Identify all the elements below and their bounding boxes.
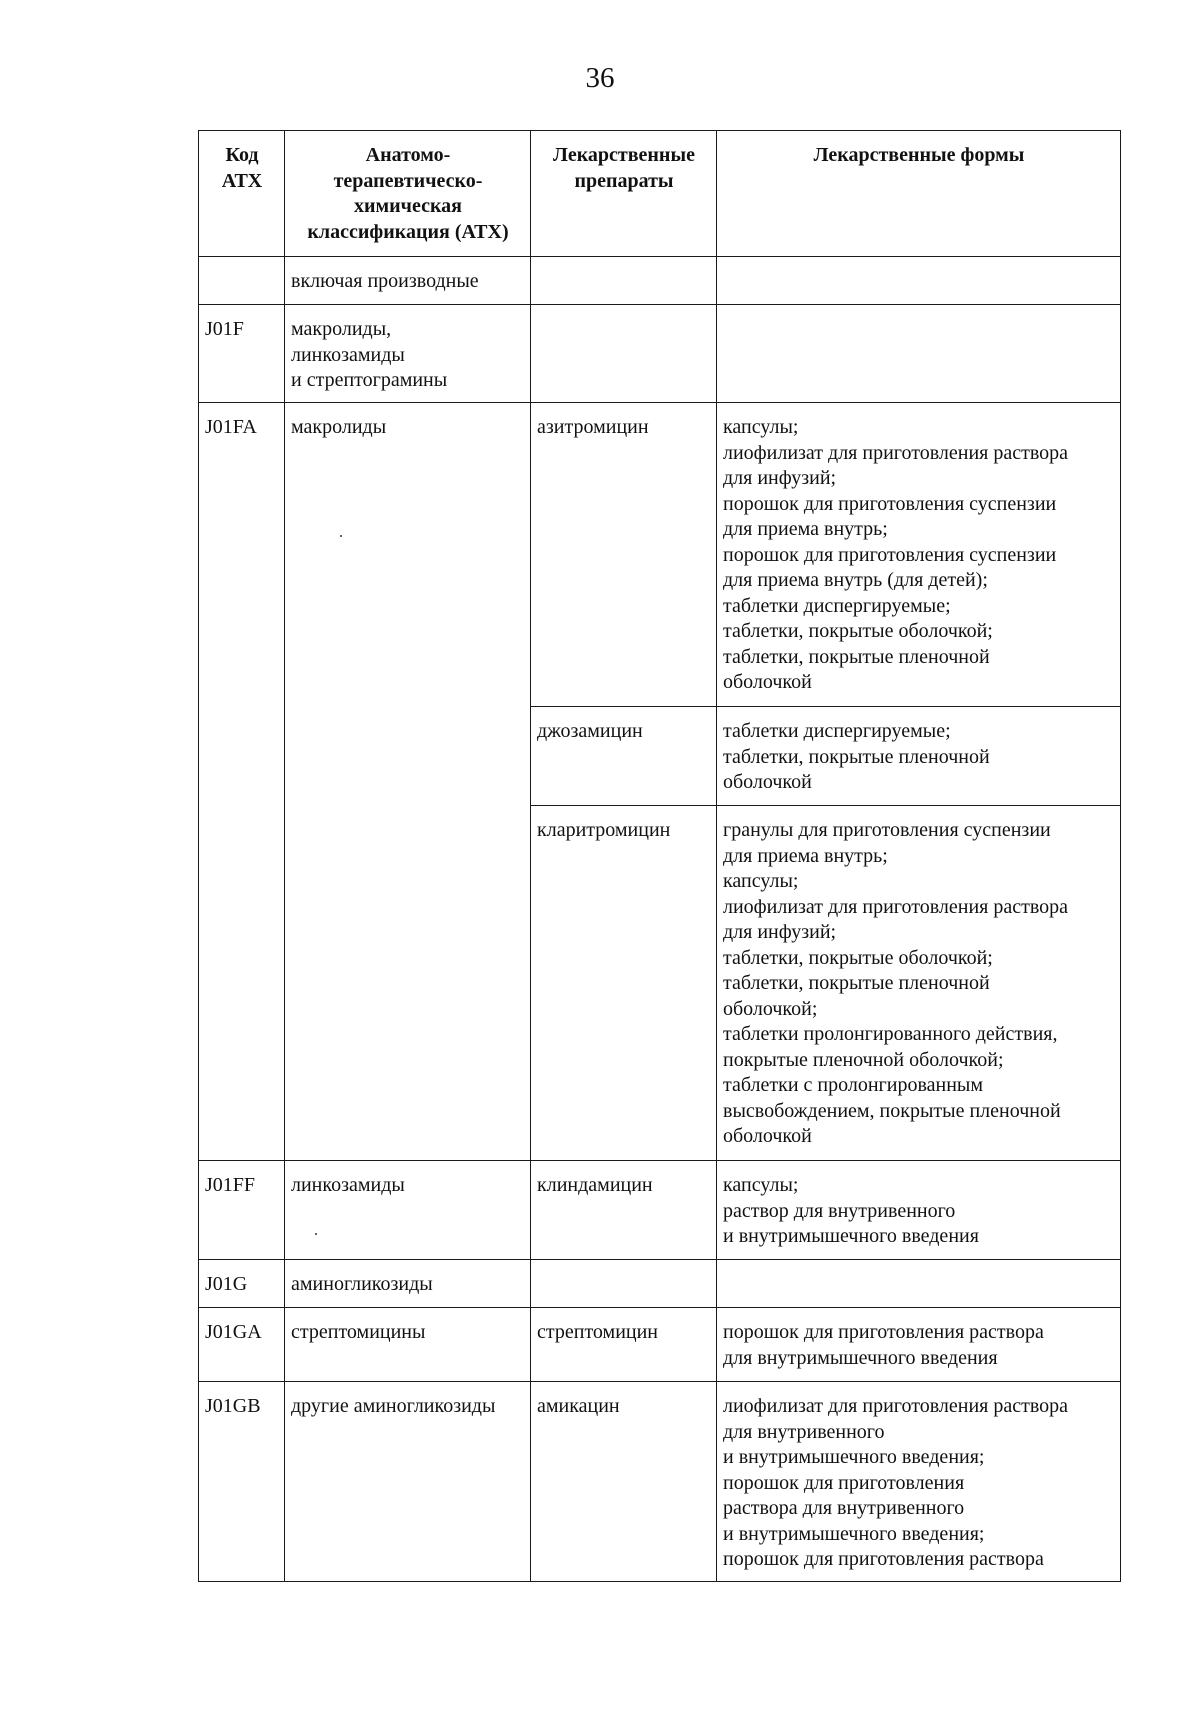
classification-cell: макролиды (285, 403, 531, 1161)
dosage-forms-cell (717, 305, 1121, 403)
atx-code-cell: J01F (199, 305, 285, 403)
header-drugs: Лекарственные препараты (531, 131, 717, 257)
table-row (199, 1260, 1121, 1308)
atx-table (198, 130, 1121, 1582)
scan-speck (340, 535, 342, 537)
atx-code-cell: J01GB (199, 1382, 285, 1582)
table-header-row (199, 131, 1121, 257)
dosage-forms-cell (717, 257, 1121, 305)
drug-cell: джозамицин (531, 707, 717, 806)
dosage-forms-cell: порошок для приготовления раствора для внутримышечного введения (717, 1308, 1121, 1382)
classification-cell: аминогликозиды (285, 1260, 531, 1308)
atx-code-cell: J01GA (199, 1308, 285, 1382)
atx-code-cell: J01FA (199, 403, 285, 1161)
table-row (199, 1308, 1121, 1382)
table-row (199, 1161, 1121, 1260)
dosage-forms-cell (717, 1260, 1121, 1308)
drug-cell (531, 305, 717, 403)
atx-code-cell (199, 257, 285, 305)
drug-cell (531, 1260, 717, 1308)
dosage-forms-cell: таблетки диспергируемые; таблетки, покрытые пленочной оболочкой (717, 707, 1121, 806)
dosage-forms-cell: гранулы для приготовления суспензии для приема внутрь; капсулы; лиофилизат для приготовления раствора для инфузий; таблетки, покрытые оболочкой; таблетки, покрытые пленочной оболочкой; таблетки пролонгированного действия, покрытые пленочной оболочкой; таблетки с пролонгированным высвобождением, покрытые пленочной оболочкой (717, 806, 1121, 1161)
drug-cell (531, 257, 717, 305)
classification-cell: другие аминогликозиды (285, 1382, 531, 1582)
header-code: Код АТХ (199, 131, 285, 257)
table-row (199, 1382, 1121, 1582)
classification-cell: макролиды, линкозамиды и стрептограмины (285, 305, 531, 403)
page-number: 36 (585, 62, 615, 94)
drug-cell: азитромицин (531, 403, 717, 707)
drug-cell: амикацин (531, 1382, 717, 1582)
drug-cell: стрептомицин (531, 1308, 717, 1382)
atx-code-cell: J01FF (199, 1161, 285, 1260)
dosage-forms-cell: лиофилизат для приготовления раствора для внутривенного и внутримышечного введения; порошок для приготовления раствора для внутривенного и внутримышечного введения; порошок для приготовления раствора (717, 1382, 1121, 1582)
dosage-forms-cell: капсулы; лиофилизат для приготовления раствора для инфузий; порошок для приготовления суспензии для приема внутрь; порошок для приготовления суспензии для приема внутрь (для детей); таблетки диспергируемые; таблетки, покрытые оболочкой; таблетки, покрытые пленочной оболочкой (717, 403, 1121, 707)
classification-cell: стрептомицины (285, 1308, 531, 1382)
table-row (199, 305, 1121, 403)
table-row (199, 257, 1121, 305)
header-classification: Анатомо- терапевтическо- химическая классификация (АТХ) (285, 131, 531, 257)
drug-cell: кларитромицин (531, 806, 717, 1161)
scan-speck (315, 1233, 317, 1235)
header-forms: Лекарственные формы (717, 131, 1121, 257)
dosage-forms-cell: капсулы; раствор для внутривенного и внутримышечного введения (717, 1161, 1121, 1260)
classification-cell: линкозамиды (285, 1161, 531, 1260)
atx-code-cell: J01G (199, 1260, 285, 1308)
drug-cell: клиндамицин (531, 1161, 717, 1260)
classification-cell: включая производные (285, 257, 531, 305)
table-row (199, 403, 1121, 707)
